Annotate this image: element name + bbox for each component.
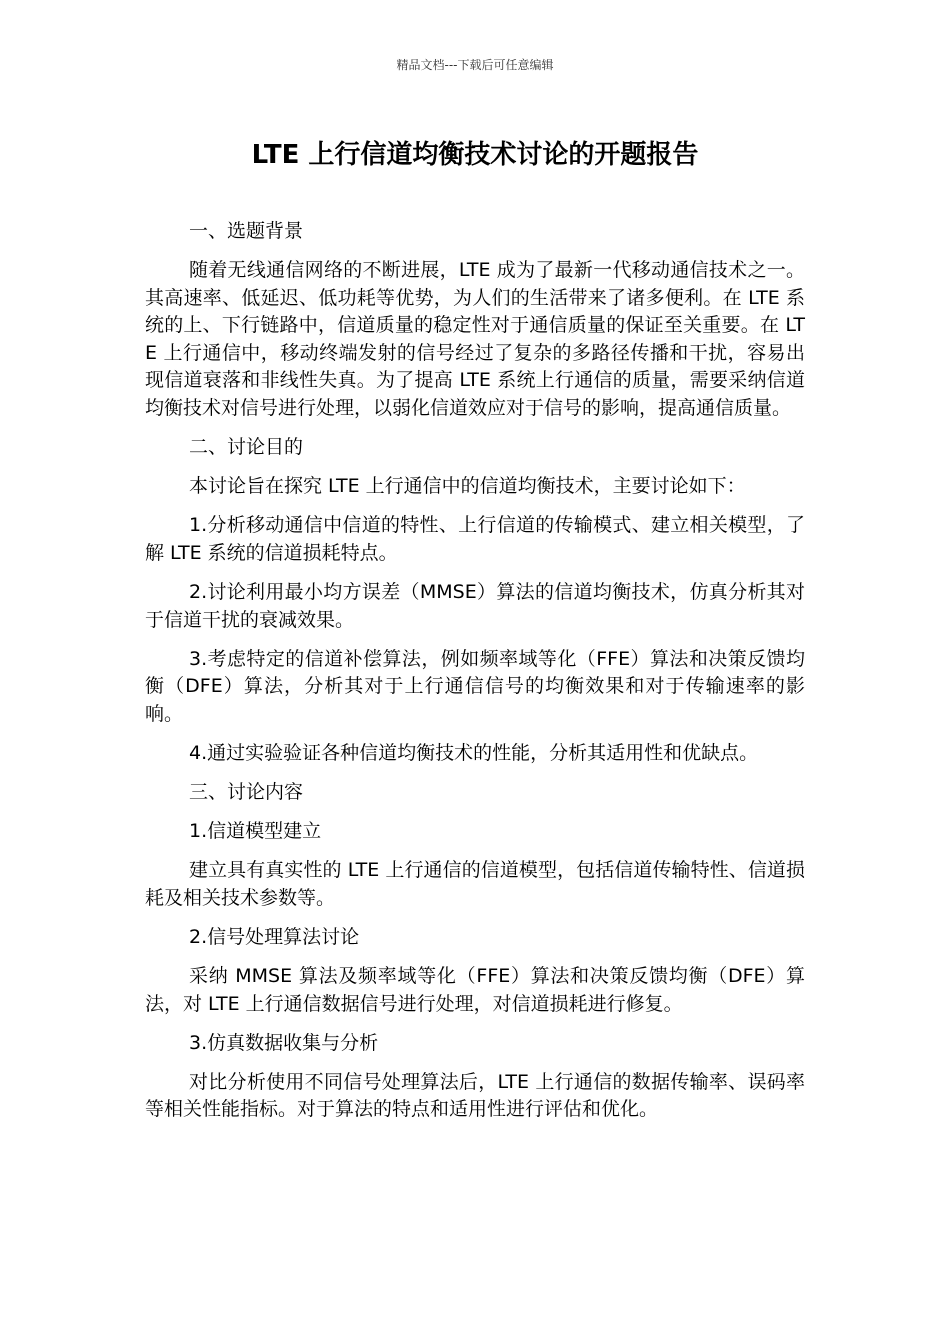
document-title: LTE 上行信道均衡技术讨论的开题报告 — [251, 140, 699, 170]
section-heading-content: 三、讨论内容 — [189, 781, 304, 804]
purpose-item-2: 2.讨论利用最小均方误差（MMSE）算法的信道均衡技术，仿真分析其对于信道干扰的衰减效果。 — [145, 581, 805, 631]
subheading-signal-processing: 2.信号处理算法讨论 — [189, 925, 360, 948]
paragraph-purpose-intro: 本讨论旨在探究 LTE 上行通信中的信道均衡技术，主要讨论如下： — [189, 475, 746, 498]
section-heading-background: 一、选题背景 — [189, 220, 304, 242]
page-header-note: 精品文档---下载后可任意编辑 — [396, 58, 554, 72]
purpose-item-1: 1.分析移动通信中信道的特性、上行信道的传输模式、建立相关模型，了解 LTE 系统的信道损耗特点。 — [145, 514, 805, 564]
purpose-item-3: 3.考虑特定的信道补偿算法，例如频率域等化（FFE）算法和决策反馈均衡（DFE）算法，分析其对于上行通信信号的均衡效果和对于传输速率的影响。 — [145, 647, 805, 725]
subheading-simulation-analysis: 3.仿真数据收集与分析 — [189, 1031, 379, 1054]
paragraph-simulation-analysis: 对比分析使用不同信号处理算法后，LTE 上行通信的数据传输率、误码率等相关性能指标。对于算法的特点和适用性进行评估和优化。 — [145, 1070, 805, 1121]
subheading-channel-model: 1.信道模型建立 — [189, 820, 322, 843]
paragraph-channel-model: 建立具有真实性的 LTE 上行通信的信道模型，包括信道传输特性、信道损耗及相关技术参数等。 — [145, 859, 805, 909]
document-body — [145, 218, 805, 1136]
section-heading-purpose: 二、讨论目的 — [189, 436, 304, 459]
paragraph-signal-processing: 采纳 MMSE 算法及频率域等化（FFE）算法和决策反馈均衡（DFE）算法，对 LTE 上行通信数据信号进行处理，对信道损耗进行修复。 — [145, 965, 805, 1015]
paragraph-background: 随着无线通信网络的不断进展，LTE 成为了最新一代移动通信技术之一。其高速率、低延迟、低功耗等优势，为人们的生活带来了诸多便利。在 LTE 系统的上、下行链路中，信道质量的稳定性对于通信质量的保证至关重要。在 LTE 上行通信中，移动终端发射的信号经过了复杂的多路径传播和干扰，容易出现信道衰落和非线性失真。为了提高 LTE 系统上行通信的质量，需要采纳信道均衡技术对信号进行处理，以弱化信道效应对于信号的影响，提高通信质量。 — [145, 259, 805, 420]
purpose-item-4: 4.通过实验验证各种信道均衡技术的性能，分析其适用性和优缺点。 — [189, 742, 759, 764]
